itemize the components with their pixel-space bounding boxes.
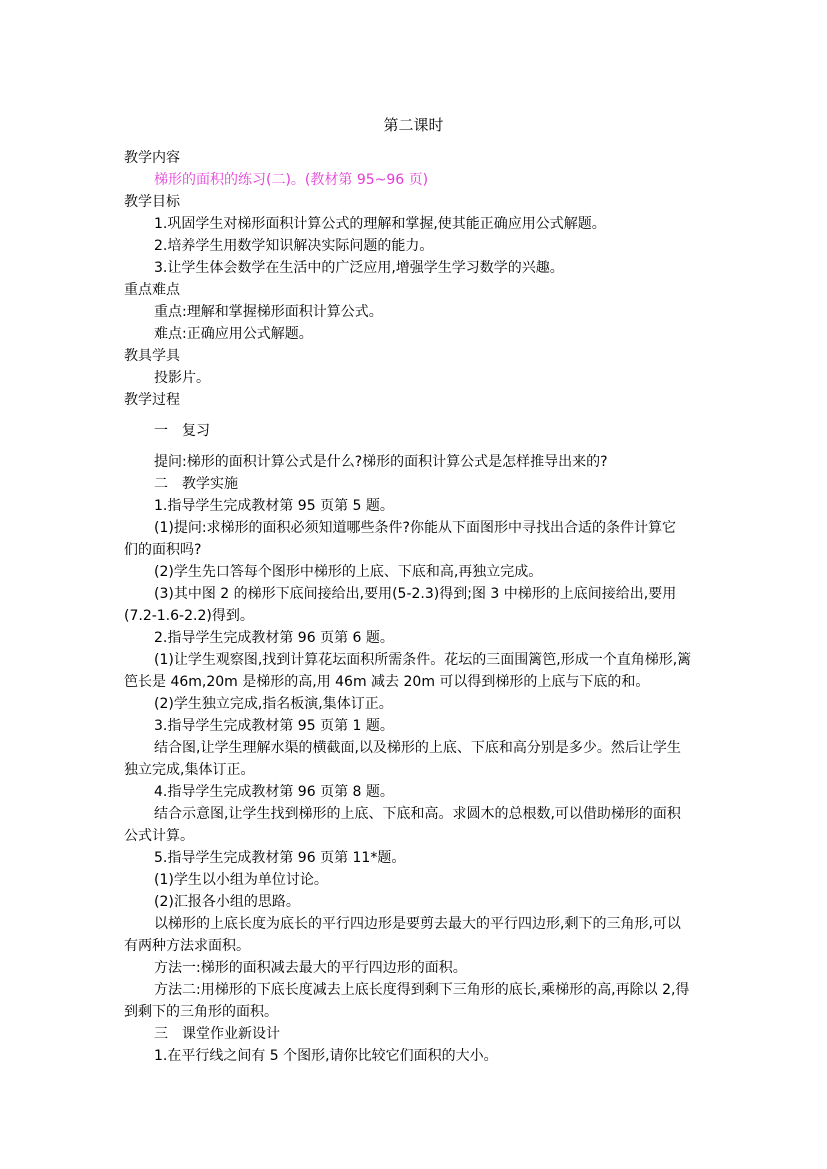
text-line: 以梯形的上底长度为底长的平行四边形是要剪去最大的平行四边形,剩下的三角形,可以 xyxy=(154,916,681,932)
text-line: 3.让学生体会数学在生活中的广泛应用,增强学生学习数学的兴趣。 xyxy=(154,260,564,276)
text-line: 重点:理解和掌握梯形面积计算公式。 xyxy=(154,304,383,320)
text-line: 提问:梯形的面积计算公式是什么?梯形的面积计算公式是怎样推导出来的? xyxy=(154,454,608,470)
text-line: 有两种方法求面积。 xyxy=(124,938,250,954)
text-line: 3.指导学生完成教材第 95 页第 1 题。 xyxy=(154,718,394,734)
page-title: 第二课时 xyxy=(383,116,444,134)
text-line: (1)学生以小组为单位讨论。 xyxy=(154,872,328,888)
text-line: 难点:正确应用公式解题。 xyxy=(154,326,313,342)
text-line: 教具学具 xyxy=(124,348,180,364)
text-line: (3)其中图 2 的梯形下底间接给出,要用(5-2.3)得到;图 3 中梯形的上底间接给出,要用 xyxy=(154,586,677,602)
text-line: 一 复习 xyxy=(154,423,210,439)
text-line: 公式计算。 xyxy=(124,828,194,844)
text-line: 方法一:梯形的面积减去最大的平行四边形的面积。 xyxy=(154,960,467,976)
text-line: 笆长是 46m,20m 是梯形的高,用 46m 减去 20m 可以得到梯形的上底与下底的和。 xyxy=(124,674,650,690)
text-line: 二 教学实施 xyxy=(154,476,238,492)
text-line: 1.巩固学生对梯形面积计算公式的理解和掌握,使其能正确应用公式解题。 xyxy=(154,216,606,232)
text-line: 2.指导学生完成教材第 96 页第 6 题。 xyxy=(154,630,394,646)
text-line: 教学内容 xyxy=(124,150,180,166)
text-line: 梯形的面积的练习(二)。(教材第 95~96 页) xyxy=(154,172,429,188)
text-line: (2)学生独立完成,指名板演,集体订正。 xyxy=(154,696,393,712)
text-line: 三 课堂作业新设计 xyxy=(154,1026,280,1042)
text-line: 投影片。 xyxy=(154,370,210,386)
text-line: (2)学生先口答每个图形中梯形的上底、下底和高,再独立完成。 xyxy=(154,564,543,580)
text-line: 结合示意图,让学生找到梯形的上底、下底和高。求圆木的总根数,可以借助梯形的面积 xyxy=(154,806,681,822)
text-line: 教学目标 xyxy=(124,194,180,210)
text-line: 1.指导学生完成教材第 95 页第 5 题。 xyxy=(154,498,394,514)
text-line: 到剩下的三角形的面积。 xyxy=(124,1004,278,1020)
text-line: (1)提问:求梯形的面积必须知道哪些条件?你能从下面图形中寻找出合适的条件计算它 xyxy=(154,520,676,536)
text-line: (2)汇报各小组的思路。 xyxy=(154,894,300,910)
text-line: 重点难点 xyxy=(124,282,180,298)
text-line: 2.培养学生用数学知识解决实际问题的能力。 xyxy=(154,238,434,254)
text-line: 独立完成,集体订正。 xyxy=(124,762,255,778)
text-line: 结合图,让学生理解水渠的横截面,以及梯形的上底、下底和高分别是多少。然后让学生 xyxy=(154,740,681,756)
text-line: 们的面积吗? xyxy=(124,542,202,558)
text-line: 教学过程 xyxy=(124,392,180,408)
text-line: (1)让学生观察图,找到计算花坛面积所需条件。花坛的三面围篱笆,形成一个直角梯形,篱 xyxy=(154,652,692,668)
text-line: 1.在平行线之间有 5 个图形,请你比较它们面积的大小。 xyxy=(154,1048,498,1064)
text-line: 方法二:用梯形的下底长度减去上底长度得到剩下三角形的底长,乘梯形的高,再除以 2,得 xyxy=(154,982,690,998)
text-line: 4.指导学生完成教材第 96 页第 8 题。 xyxy=(154,784,394,800)
text-line: 5.指导学生完成教材第 96 页第 11*题。 xyxy=(154,850,406,866)
text-line: (7.2-1.6-2.2)得到。 xyxy=(124,608,254,624)
